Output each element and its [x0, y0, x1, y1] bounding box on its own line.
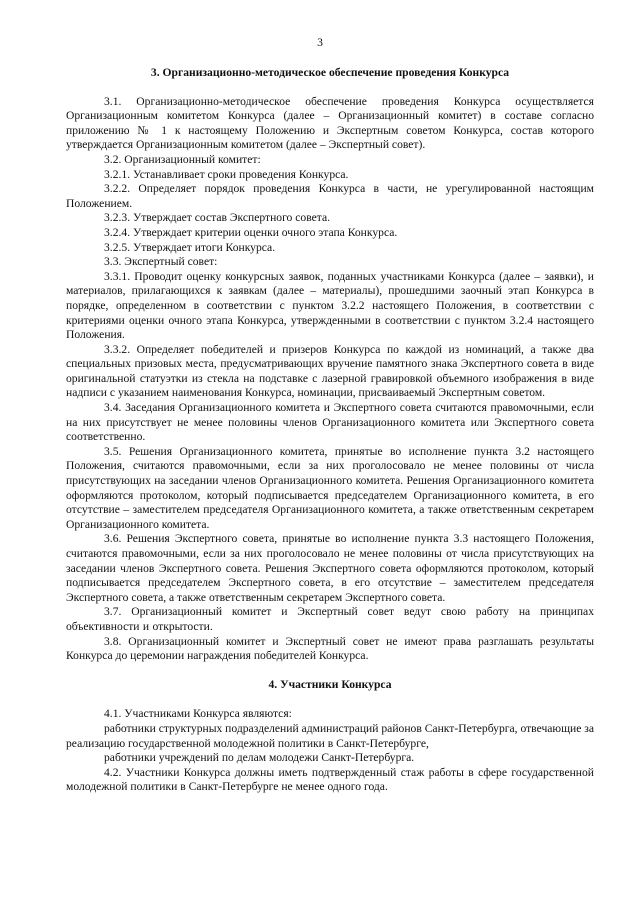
- paragraph-3-5: 3.5. Решения Организационного комитета, принятые во исполнение пункта 3.2 настоящего Положения, считаются правомочными, если за них проголосовало не менее половины от числа присутствующих на заседании членов Организационного комитета. Решения Организационного комитета оформляются протоколом, который подписывается председателем Организационного комитета, в его отсутствие – заместителем председателя Организационного комитета, а также ответственным секретарем Организационного комитета.: [66, 444, 594, 531]
- paragraph-3-1: 3.1. Организационно-методическое обеспечение проведения Конкурса осуществляется Организационным комитетом Конкурса (далее – Организационный комитет) в составе согласно приложению № 1 к настоящему Положению и Экспертным советом Конкурса, состав которого утверждается Организационным комитетом (далее – Экспертный совет).: [66, 94, 594, 152]
- paragraph-3-8: 3.8. Организационный комитет и Экспертный совет не имеют права разглашать результаты Конкурса до церемонии награждения победителей Конкурса.: [66, 634, 594, 663]
- paragraph-3-2: 3.2. Организационный комитет:: [104, 152, 261, 166]
- page-number: 3: [317, 36, 323, 49]
- paragraph-3-3-2: 3.3.2. Определяет победителей и призеров Конкурса по каждой из номинаций, а также два специальных призовых места, предусматривающих вручение памятного знака Экспертного совета в виде оригинальной статуэтки из стекла на подставке с лазерной гравировкой объемного изображения в виде надписи с указанием наименования Конкурса, номинации, присваиваемый Экспертным советом.: [66, 342, 594, 400]
- paragraph-3-7: 3.7. Организационный комитет и Экспертный совет ведут свою работу на принципах объективности и открытости.: [66, 605, 594, 633]
- paragraph-3-2-4: 3.2.4. Утверждает критерии оценки очного этапа Конкурса.: [104, 225, 398, 239]
- paragraph-4-1: 4.1. Участниками Конкурса являются:: [104, 707, 292, 721]
- paragraph-4-2: 4.2. Участники Конкурса должны иметь подтвержденный стаж работы в сфере государственной молодежной политики в Санкт-Петербурге не менее одного года.: [66, 765, 594, 794]
- section-4-heading: 4. Участники Конкурса: [268, 677, 392, 691]
- paragraph-3-2-5: 3.2.5. Утверждает итоги Конкурса.: [104, 240, 276, 254]
- paragraph-4-1-item-1: работники структурных подразделений администраций районов Санкт-Петербурга, отвечающие за реализацию государственной молодежной политики в Санкт-Петербурге,: [66, 721, 594, 750]
- paragraph-3-2-1: 3.2.1. Устанавливает сроки проведения Конкурса.: [104, 167, 349, 181]
- paragraph-3-6: 3.6. Решения Экспертного совета, принятые во исполнение пункта 3.3 настоящего Положения, считаются правомочными, если за них проголосовало не менее половины от числа присутствующих на заседании членов Экспертного совета. Решения Экспертного совета оформляются протоколом, который подписывается председателем Экспертного совета, в его отсутствие – заместителем председателя Экспертного совета, а также ответственным секретарем Экспертного совета.: [66, 532, 594, 604]
- paragraph-4-1-item-2: работники учреждений по делам молодежи Санкт-Петербурга.: [104, 751, 415, 765]
- document-body: [66, 66, 594, 795]
- paragraph-3-3-1: 3.3.1. Проводит оценку конкурсных заявок, поданных участниками Конкурса (далее – заявки), и материалов, прилагающихся к заявкам (далее – материалы), прошедшими заочный этап Конкурса в порядке, определенном в соответствии с пунктом 3.2.2 настоящего Положения, в соответствии с критериями оценки очного этапа Конкурса, утвержденными в соответствии с пунктом 3.2.4 настоящего Положения.: [66, 269, 594, 342]
- paragraph-3-2-3: 3.2.3. Утверждает состав Экспертного совета.: [104, 211, 330, 225]
- paragraph-3-3: 3.3. Экспертный совет:: [104, 255, 218, 269]
- paragraph-3-2-2: 3.2.2. Определяет порядок проведения Конкурса в части, не урегулированной настоящим Положением.: [66, 182, 594, 210]
- paragraph-3-4: 3.4. Заседания Организационного комитета и Экспертного совета считаются правомочными, если на них присутствует не менее половины членов Организационного комитета или Экспертного совета соответственно.: [66, 401, 594, 444]
- section-3-heading: 3. Организационно-методическое обеспечение проведения Конкурса: [150, 66, 510, 79]
